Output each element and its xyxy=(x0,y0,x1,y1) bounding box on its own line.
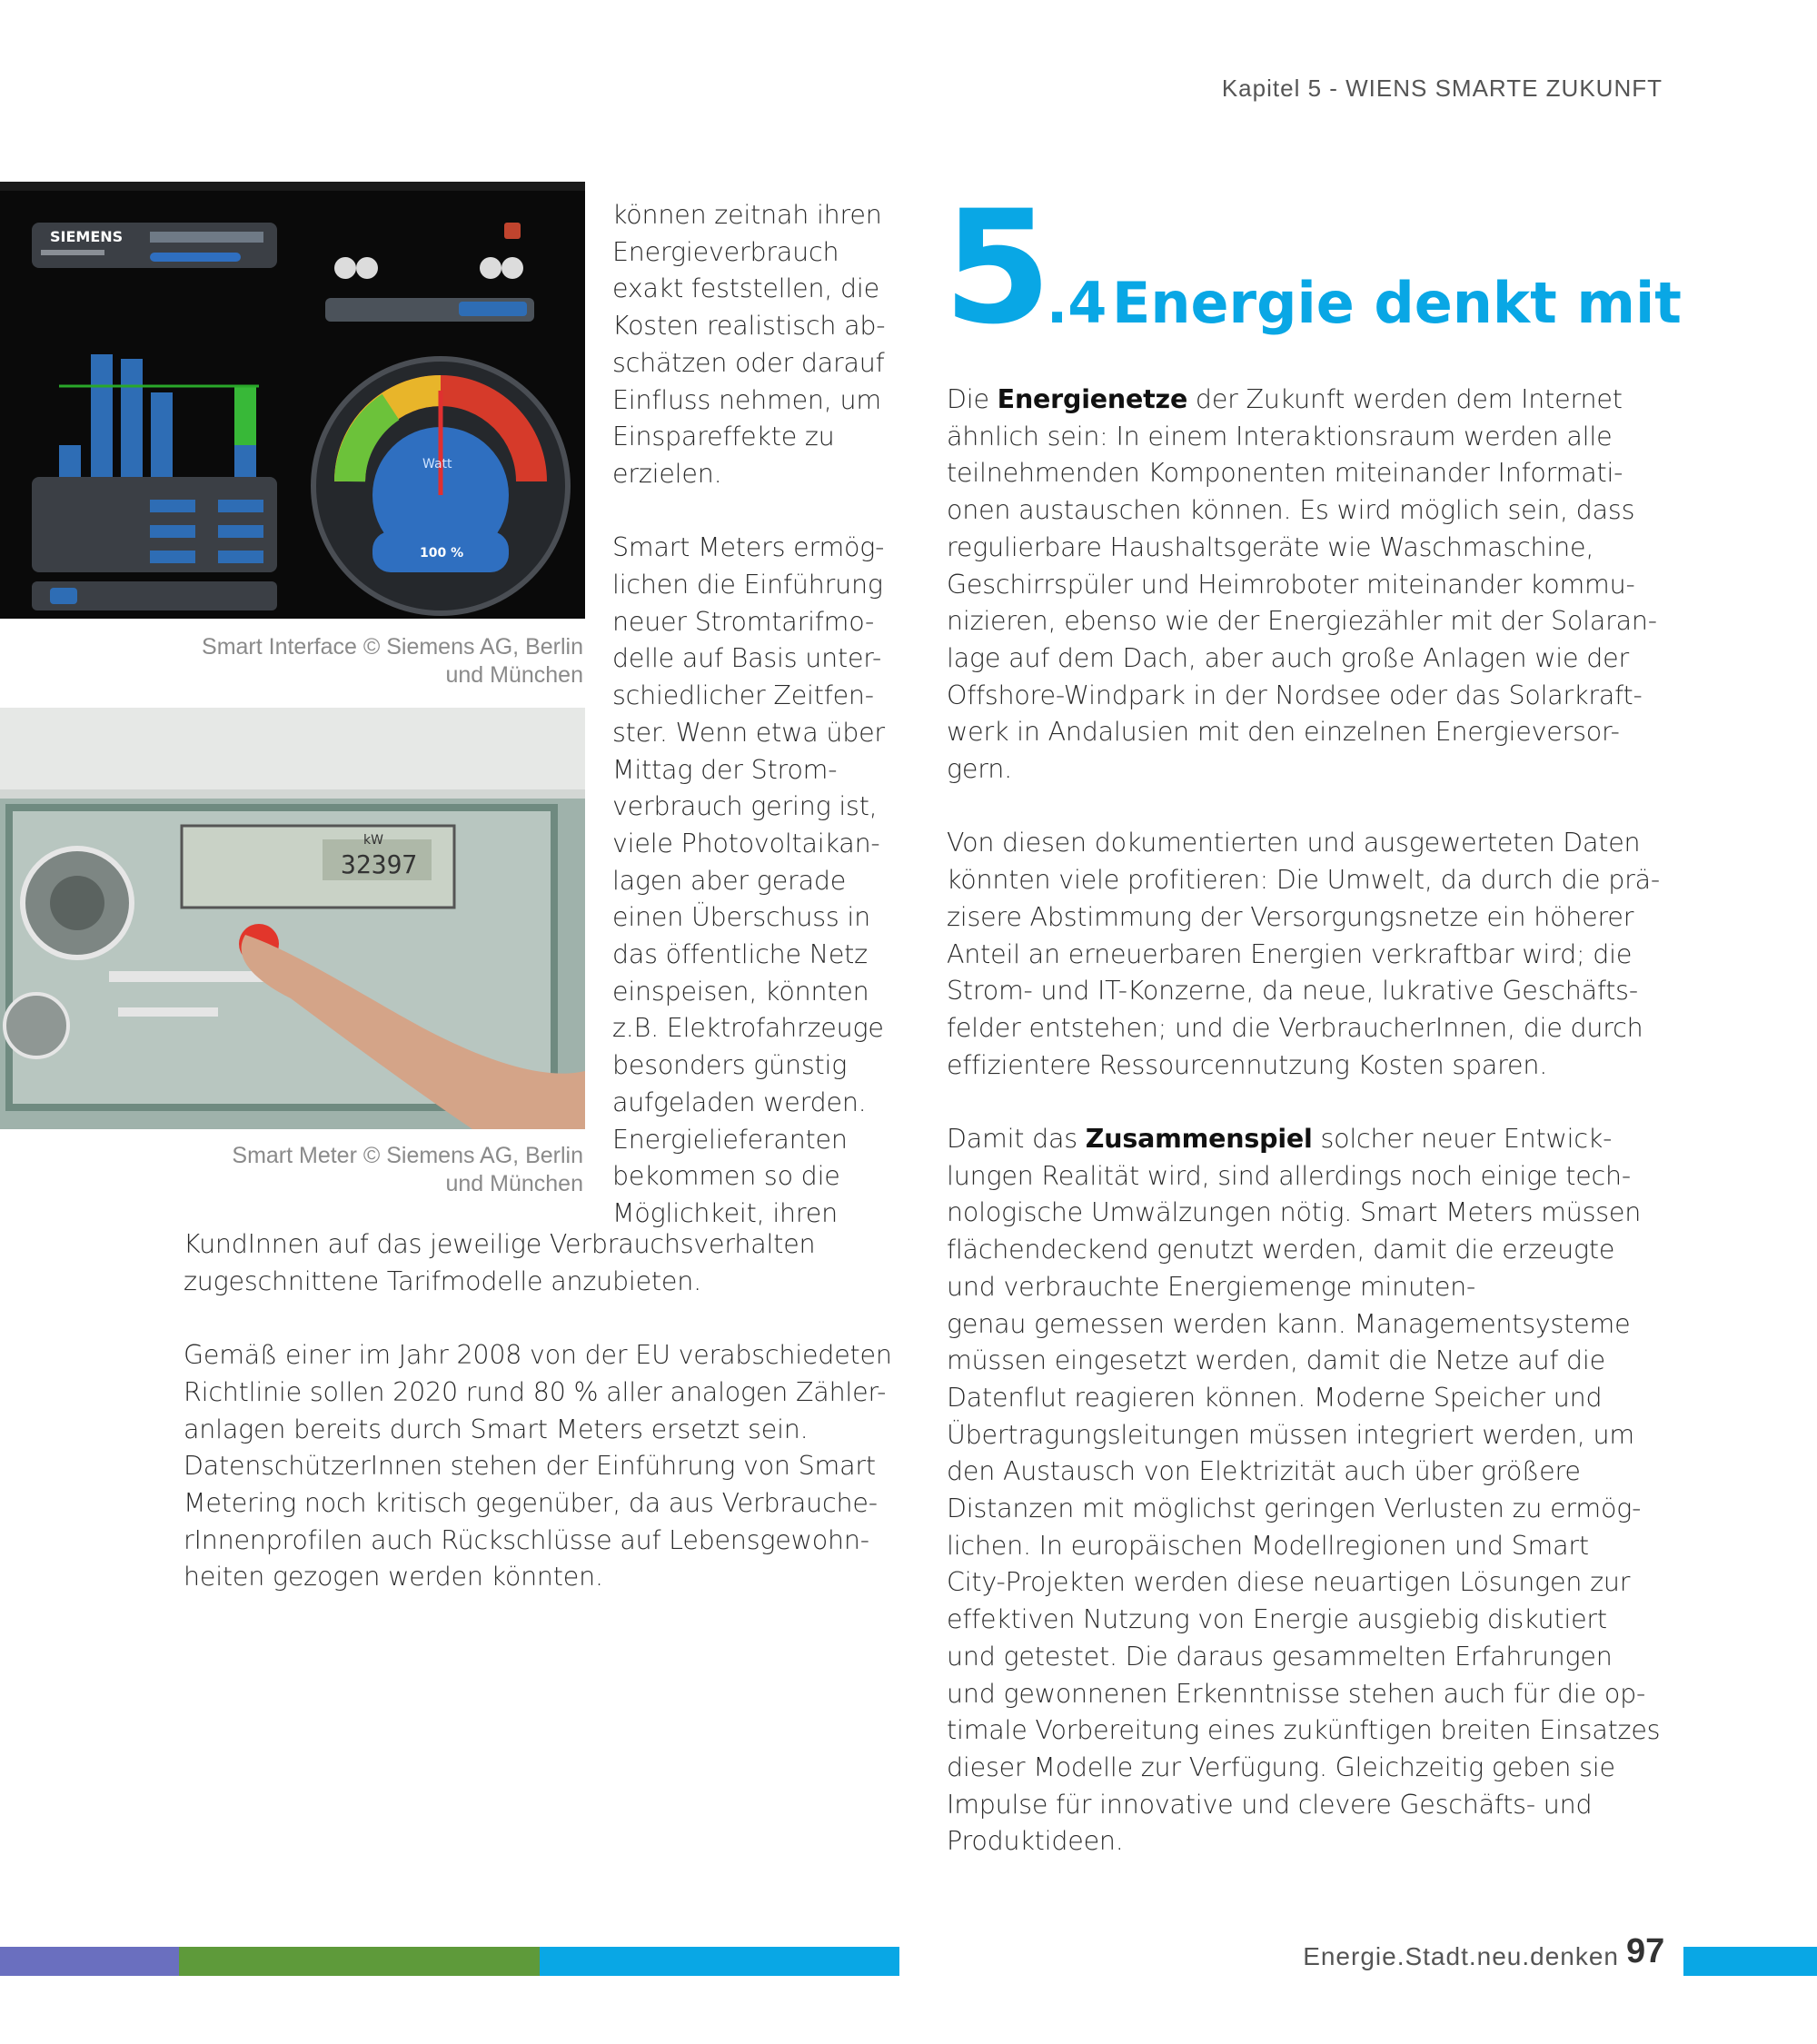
smart-interface-image xyxy=(0,182,585,619)
section-heading xyxy=(943,176,1682,359)
section-number: 5 xyxy=(943,176,1047,359)
section-subnumber: .4 xyxy=(1046,270,1107,336)
paragraph-2: Von diesen dokumentierten und ausgewerteten Daten könnten viele profitieren: Die Umwelt, da durch die prä- zisere Abstimmung der Versorgungsnetze ein höherer Anteil an erneuerbaren Energien verkraftbar wird; die Strom- und IT-Konzerne, da neue, lukrative Geschäfts- felder entstehen; und die VerbraucherInnen, die durch effizientere Ressourcennutzung Kosten sparen. xyxy=(947,828,1661,1080)
footer-bar-right xyxy=(1683,1947,1817,1976)
footer-title: Energie.Stadt.neu.denken xyxy=(1303,1942,1619,1970)
gauge-percent: 100 % xyxy=(420,546,464,561)
bold-term-zusammenspiel: Zusammenspiel xyxy=(1085,1124,1313,1155)
running-head: Kapitel 5 - WIENS SMARTE ZUKUNFT xyxy=(1221,74,1663,102)
meter-unit: kW xyxy=(363,833,383,848)
smart-meter-image xyxy=(0,708,585,1129)
left-text-continuation: KundInnen auf das jeweilige Verbrauchsverhalten zugeschnittene Tarifmodelle anzubieten. Gemäß einer im Jahr 2008 von der EU verabschiedeten Richtlinie sollen 2020 rund 80 % aller analogen Zähler- anlagen bereits durch Smart Meters ersetzt sein. DatenschützerInnen stehen der Einführung von Smart Metering noch kritisch gegenüber, da aus Verbrauche- rInnenprofilen auch Rückschlüsse auf Lebensgewohn- heiten gezogen werden könnten. xyxy=(184,1229,892,1593)
gauge-label: Watt xyxy=(422,457,452,471)
paragraph-3: Damit das Zusammenspiel solcher neuer Entwick- lungen Realität wird, sind allerdings noch einige tech- nologische Umwälzungen nötig. Smart Meters müssen flächendeckend genutzt werden, damit die erzeugte und verbrauchte Energiemenge minuten- genau gemessen werden kann. Managementsysteme müssen eingesetzt werden, damit die Netze auf die Datenflut reagieren können. Moderne Speicher und Übertragungsleitungen müssen integriert werden, um den Austausch von Elektrizität auch über größere Distanzen mit möglichst geringen Verlusten zu ermög- lichen. In europäischen Modellregionen und Smart City-Projekten werden diese neuartigen Lösungen zur effektiven Nutzung von Energie ausgiebig diskutiert und getestet. Die daraus gesammelten Erfahrungen und gewonnenen Erkenntnisse stehen auch für die op- timale Vorbereitung eines zukünftigen breiten Einsatzes dieser Modelle zur Verfügung. Gleichzeitig geben sie Impulse für innovative und clevere Geschäfts- und Produktideen. xyxy=(947,1124,1661,1857)
caption-smart-interface: Smart Interface © Siemens AG, Berlin und München xyxy=(202,634,583,688)
right-text-column xyxy=(947,382,1673,1860)
page-number: 97 xyxy=(1626,1932,1665,1970)
footer-bar-green xyxy=(179,1947,540,1976)
section-title: Energie denkt mit xyxy=(1111,270,1682,336)
caption-smart-meter: Smart Meter © Siemens AG, Berlin und München xyxy=(232,1143,583,1196)
bold-term-energienetze: Energienetze xyxy=(997,384,1188,414)
footer-bar-blue xyxy=(540,1947,899,1976)
paragraph-1: Die Energienetze der Zukunft werden dem Internet ähnlich sein: In einem Interaktionsraum werden alle teilnehmenden Komponenten miteinander Informati- onen austauschen können. Es wird möglich sein, dass regulierbare Haushaltsgeräte wie Waschmaschine, Geschirrspüler und Heimroboter miteinander kommu- nizieren, ebenso wie der Energiezähler mit der Solaran- lage auf dem Dach, aber auch große Anlagen wie der Offshore-Windpark in der Nordsee oder das Solarkraft- werk in Andalusien mit den einzelnen Energieversor- gern. xyxy=(947,384,1657,785)
meter-display: 32397 xyxy=(341,849,418,879)
footer-bar-purple xyxy=(0,1947,179,1976)
siemens-logo: SIEMENS xyxy=(50,228,124,245)
narrow-text-column: können zeitnah ihren Energieverbrauch exakt feststellen, die Kosten realistisch ab- schätzen oder darauf Einfluss nehmen, um Einspareffekte zu erzielen. Smart Meters ermög- lichen die Einführung neuer Stromtarifmo- delle auf Basis unter- schiedlicher Zeitfen- ster. Wenn etwa über Mittag der Strom- verbrauch gering ist, viele Photovoltaikan- lagen aber gerade einen Überschuss in das öffentliche Netz einspeisen, könnten z.B. Elektrofahrzeuge besonders günstig aufgeladen werden. Energielieferanten bekommen so die Möglichkeit, ihren xyxy=(612,200,886,1228)
